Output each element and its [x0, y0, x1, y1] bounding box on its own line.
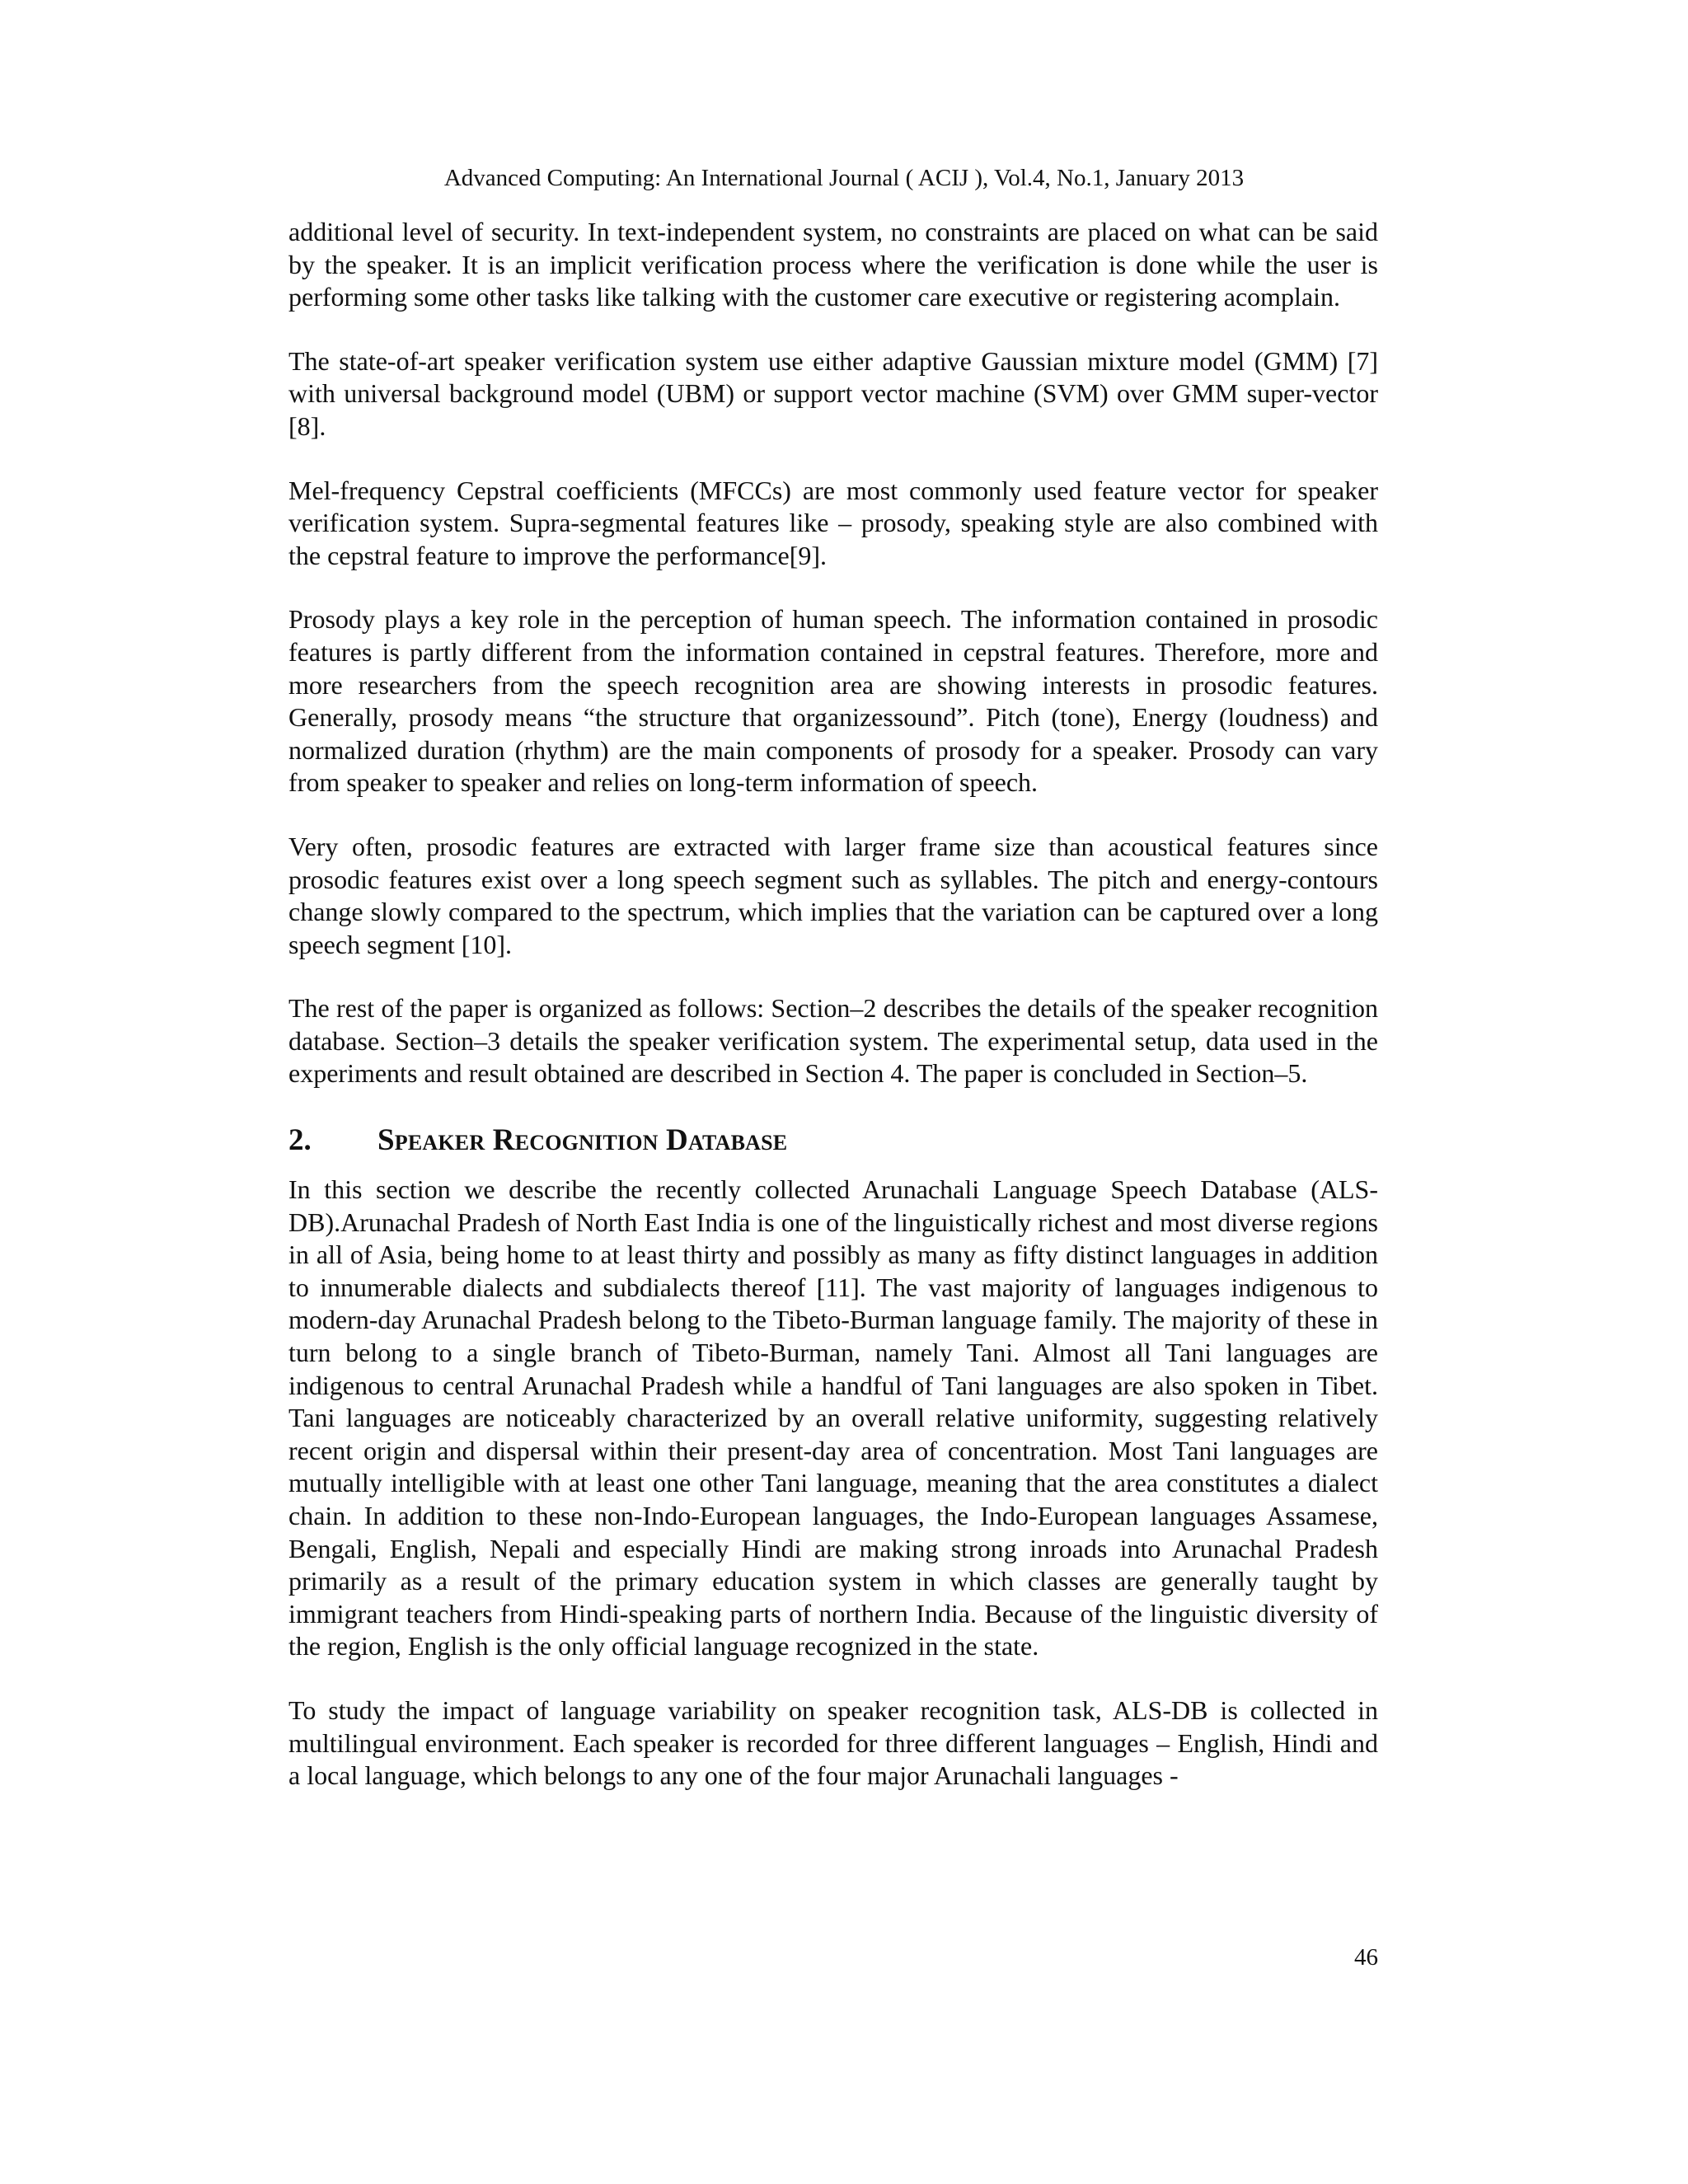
- running-header: Advanced Computing: An International Journal ( ACIJ ), Vol.4, No.1, January 2013: [443, 165, 1245, 191]
- paragraph-als-db: In this section we describe the recently collected Arunachali Language Speech Database (ALS-DB).Arunachal Pradesh of North East India is one of the linguistically richest and most diverse regions in all of Asia, being home to at least thirty and possibly as many as fifty distinct languages in addition to innumerable dialects and subdialects thereof [11]. The vast majority of languages indigenous to modern-day Arunachal Pradesh belong to the Tibeto-Burman language family. The majority of these in turn belong to a single branch of Tibeto-Burman, namely Tani. Almost all Tani languages are indigenous to central Arunachal Pradesh while a handful of Tani languages are also spoken in Tibet. Tani languages are noticeably characterized by an overall relative uniformity, suggesting relatively recent origin and dispersal within their present-day area of concentration. Most Tani languages are mutually intelligible with at least one other Tani language, meaning that the area constitutes a dialect chain. In addition to these non-Indo-European languages, the Indo-European languages Assamese, Bengali, English, Nepali and especially Hindi are making strong inroads into Arunachal Pradesh primarily as a result of the primary education system in which classes are generally taught by immigrant teachers from Hindi-speaking parts of northern India. Because of the linguistic diversity of the region, English is the only official language recognized in the state.: [288, 1174, 1378, 1661]
- paragraph-security: additional level of security. In text-independent system, no constraints are placed on what can be said by the speaker. It is an implicit verification process where the verification is done while the user is performing some other tasks like talking with the customer care executive or registering acomplain.: [288, 217, 1378, 312]
- paragraph-mfcc: Mel-frequency Cepstral coefficients (MFCCs) are most commonly used feature vector for speaker verification system. Supra-segmental features like – prosody, speaking style are also combined with the cepstral feature to improve the performance[9].: [288, 475, 1378, 570]
- paragraph-prosody: Prosody plays a key role in the perception of human speech. The information contained in prosodic features is partly different from the information contained in cepstral features. Therefore, more and more researchers from the speech recognition area are showing interests in prosodic features. Generally, prosody means “the structure that organizessound”. Pitch (tone), Energy (loudness) and normalized duration (rhythm) are the main components of prosody for a speaker. Prosody can vary from speaker to speaker and relies on long-term information of speech.: [288, 604, 1378, 798]
- section-heading: [288, 1122, 1378, 1159]
- page-body: [288, 216, 1378, 1793]
- paragraph-state-of-art: The state-of-art speaker verification system use either adaptive Gaussian mixture model (GMM) [7] with universal background model (UBM) or support vector machine (SVM) over GMM super-vector [8].: [288, 345, 1378, 441]
- section-number: 2.: [288, 1123, 312, 1158]
- paragraph-paper-organization: The rest of the paper is organized as follows: Section–2 describes the details of the speaker recognition database. Section–3 details the speaker verification system. The experimental setup, data used in the experiments and result obtained are described in Section 4. The paper is concluded in Section–5.: [288, 993, 1378, 1089]
- paragraph-language-variability: To study the impact of language variability on speaker recognition task, ALS-DB is collected in multilingual environment. Each speaker is recorded for three different languages – English, Hindi and a local language, which belongs to any one of the four major Arunachali languages -: [288, 1694, 1378, 1791]
- section-title: Speaker Recognition Database: [377, 1123, 788, 1158]
- page-number: 46: [1354, 1944, 1378, 1971]
- paragraph-prosodic-features: Very often, prosodic features are extracted with larger frame size than acoustical features since prosodic features exist over a long speech segment such as syllables. The pitch and energy-contours change slowly compared to the spectrum, which implies that the variation can be captured over a long speech segment [10].: [288, 831, 1378, 959]
